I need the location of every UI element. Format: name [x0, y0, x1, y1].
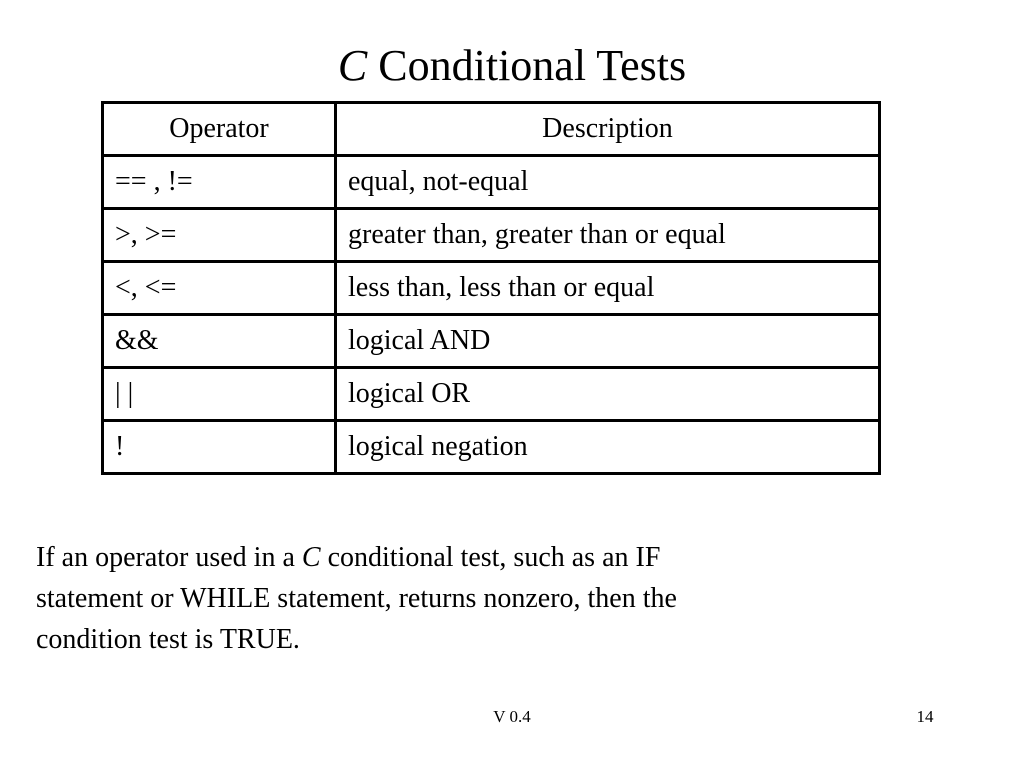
description-cell: equal, not-equal — [336, 156, 880, 209]
header-description: Description — [336, 103, 880, 156]
operator-table — [101, 101, 881, 475]
table-row — [103, 368, 880, 421]
table-row — [103, 262, 880, 315]
footer-version: V 0.4 — [493, 707, 531, 726]
table-row — [103, 421, 880, 474]
page-number: 14 — [916, 707, 934, 726]
header-operator: Operator — [103, 103, 336, 156]
operator-cell: == , != — [103, 156, 336, 209]
paragraph-line: condition test is TRUE. — [36, 624, 300, 655]
table-row — [103, 156, 880, 209]
title-language: C — [337, 41, 368, 90]
title-text: Conditional Tests — [367, 41, 687, 90]
paragraph-text: If an operator used in a — [36, 542, 302, 573]
table-header-row — [103, 103, 880, 156]
operator-cell: >, >= — [103, 209, 336, 262]
operator-cell: && — [103, 315, 336, 368]
slide-title — [0, 40, 1024, 92]
table-row — [103, 209, 880, 262]
table-row — [103, 315, 880, 368]
description-cell: logical negation — [336, 421, 880, 474]
description-cell: logical AND — [336, 315, 880, 368]
description-cell: greater than, greater than or equal — [336, 209, 880, 262]
operator-cell: ! — [103, 421, 336, 474]
explanation-paragraph — [36, 537, 996, 660]
operator-cell: | | — [103, 368, 336, 421]
paragraph-language: C — [301, 542, 321, 573]
paragraph-line: statement or WHILE statement, returns nonzero, then the — [36, 583, 677, 614]
operator-cell: <, <= — [103, 262, 336, 315]
description-cell: less than, less than or equal — [336, 262, 880, 315]
description-cell: logical OR — [336, 368, 880, 421]
paragraph-text: conditional test, such as an IF — [320, 542, 661, 573]
paragraph-line — [36, 537, 996, 578]
